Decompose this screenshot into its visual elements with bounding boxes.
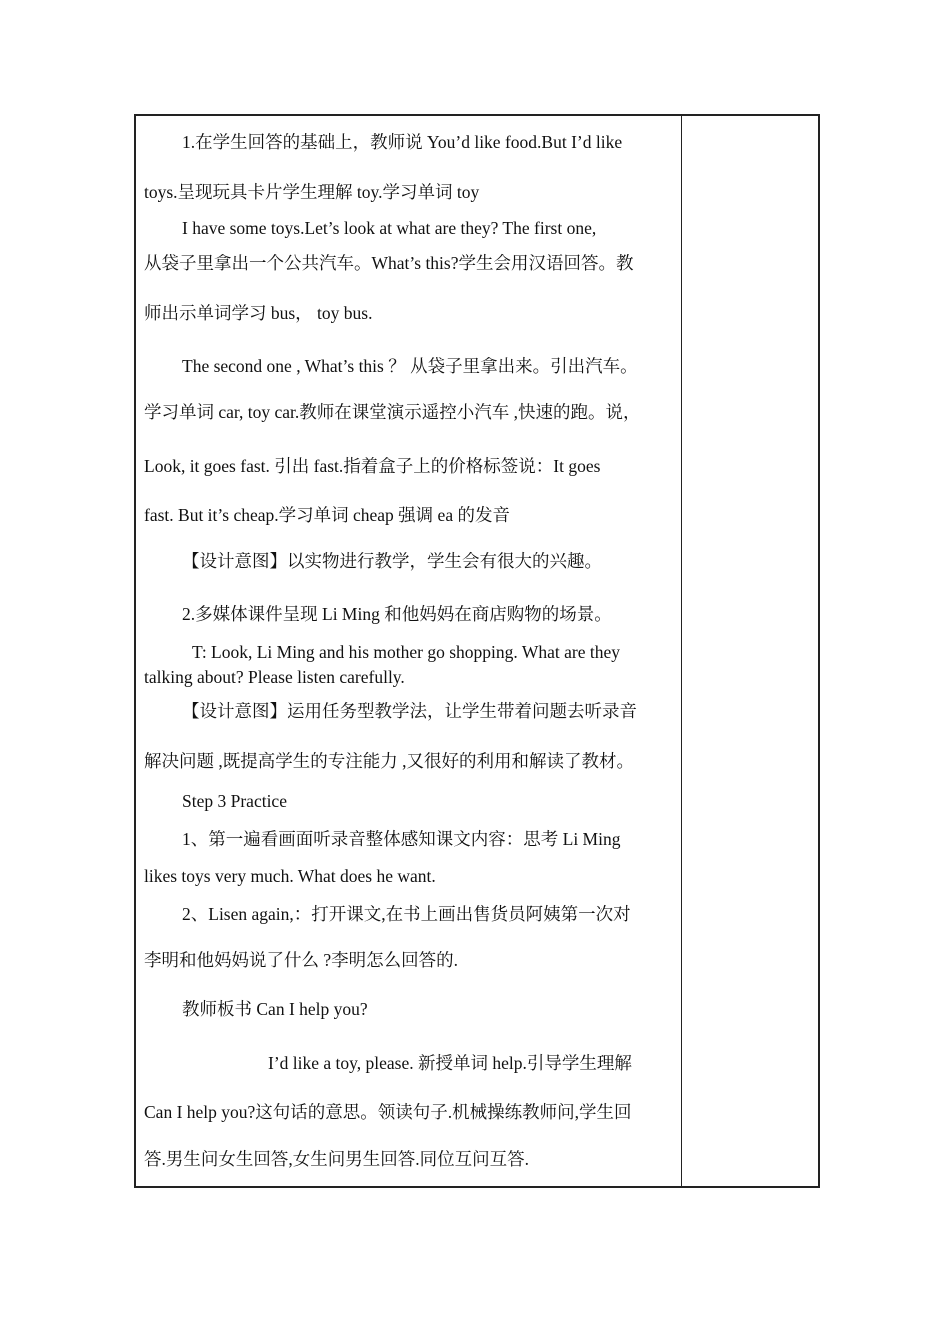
text-line: likes toys very much. What does he want. (144, 866, 436, 886)
column-divider (681, 116, 682, 1186)
text-line: 2.多媒体课件呈现 Li Ming 和他妈妈在商店购物的场景。 (182, 604, 612, 624)
text-line: 1.在学生回答的基础上，教师说 You’d like food.But I’d like (182, 132, 623, 152)
text-line: 解决问题 ,既提高学生的专注能力 ,又很好的利用和解读了教材。 (144, 751, 634, 771)
text-line: 李明和他妈妈说了什么 ?李明怎么回答的. (144, 950, 459, 970)
text-line: 师出示单词学习 bus， toy bus. (144, 303, 373, 323)
text-line: I’d like a toy, please. 新授单词 help.引导学生理解 (268, 1053, 632, 1073)
text-line: 教师板书 Can I help you? (182, 999, 368, 1019)
text-line: 2、Lisen again,：打开课文,在书上画出售货员阿姨第一次对 (182, 904, 631, 924)
design-intent-note: 【设计意图】运用任务型教学法，让学生带着问题去听录音 (182, 701, 637, 721)
text-line: toys.呈现玩具卡片学生理解 toy.学习单词 toy (144, 182, 480, 202)
design-intent-note: 【设计意图】以实物进行教学，学生会有很大的兴趣。 (182, 551, 602, 571)
text-line: The second one , What’s this ？ 从袋子里拿出来。引出汽车。 (182, 356, 638, 376)
text-line: 从袋子里拿出一个公共汽车。What’s this?学生会用汉语回答。教 (144, 253, 634, 273)
text-line: Look, it goes fast. 引出 fast.指着盒子上的价格标签说：It goes (144, 456, 601, 476)
text-line: 答.男生问女生回答,女生问男生回答.同位互问互答. (144, 1149, 529, 1169)
text-line: 1、第一遍看画面听录音整体感知课文内容：思考 Li Ming (182, 829, 621, 849)
lesson-table (134, 114, 820, 1188)
text-line: T: Look, Li Ming and his mother go shopping. What are they (192, 642, 620, 662)
text-line: fast. But it’s cheap.学习单词 cheap 强调 ea 的发音 (144, 505, 510, 525)
text-line: talking about? Please listen carefully. (144, 667, 405, 687)
text-line: I have some toys.Let’s look at what are they? The first one, (182, 218, 597, 238)
text-line: 学习单词 car, toy car.教师在课堂演示遥控小汽车 ,快速的跑。说， (144, 402, 641, 422)
step-heading: Step 3 Practice (182, 791, 287, 811)
text-line: Can I help you?这句话的意思。领读句子.机械操练教师问,学生回 (144, 1102, 632, 1122)
